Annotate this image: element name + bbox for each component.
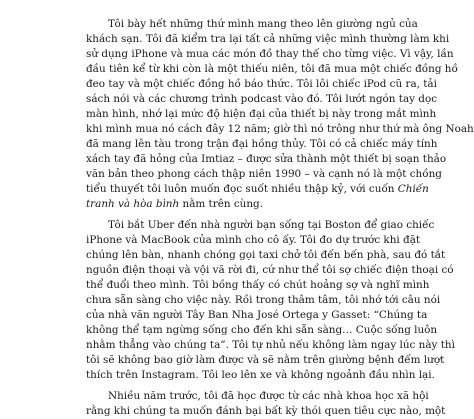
text-line: đeo tay và một chiếc đồng hồ báo thức. Tôi lôi chiếc iPod cũ ra, tải [86, 78, 437, 90]
text-line: nguồn điện thoại và vội vã rời đi, cứ như thể tôi sợ chiếc điện thoại có [86, 264, 454, 276]
text-line: đã mang lên tàu trong trận đại hồng thủy. Tôi có cả chiếc máy tính [86, 138, 438, 150]
text-line: sách nói và các chương trình podcast vào đó. Tôi lướt ngón tay dọc [86, 93, 438, 105]
text-line: rằng khi chúng ta muốn đánh bại bất kỳ thói quen tiêu cực nào, một [86, 405, 446, 417]
book-title-italic: Chiến [397, 183, 429, 195]
text-segment: tiểu thuyết tôi luôn muốn đọc suốt nhiều thập kỷ, với cuốn [86, 183, 398, 195]
text-line: khách sạn. Tôi đã kiểm tra lại tất cả những việc mình thường làm khi [86, 33, 450, 45]
text-line: Tôi bắt Uber đến nhà người bạn sống tại Boston để giao chiếc [108, 219, 435, 231]
text-line: chưa sẵn sàng cho việc này. Rồi trong thâm tâm, tôi nhớ tới câu nói [86, 294, 441, 306]
text-line: sử dụng iPhone và mua các món đồ thay thế cho từng việc. Vì vậy, lần [86, 48, 454, 60]
text-line: văn bản theo phong cách thập niên 1990 – và cạnh nó là một chồng [86, 168, 442, 180]
text-line: tôi sẽ không bao giờ làm được và sẽ nằm trên giường bệnh đếm lượt [86, 354, 445, 366]
paragraph-2 [86, 218, 455, 383]
text-line: không thể tạm ngừng sống cho đến khi sẵn sàng… Cuộc sống luôn [86, 324, 438, 336]
paragraph-3 [86, 389, 446, 419]
text-line [86, 197, 360, 212]
text-line: Tôi bày hết những thứ mình mang theo lên giường ngủ của [108, 18, 418, 30]
text-line: Nhiều năm trước, tôi đã học được từ các nhà khoa học xã hội [108, 390, 429, 402]
text-line [86, 182, 429, 197]
text-line: thích trên Instagram. Tôi leo lên xe và không ngoảnh đầu nhìn lại. [86, 369, 435, 381]
text-line: của nhà văn người Tây Ban Nha José Ortega y Gasset: “Chúng ta [86, 309, 428, 321]
text-line: khi mình mua nó cách đây 12 năm; giờ thì nó trông như thứ mà ông Noah [86, 123, 474, 135]
paragraph-1 [86, 17, 474, 212]
text-line: xách tay đã hỏng của Imtiaz – được sửa thành một thiết bị soạn thảo [86, 153, 447, 165]
text-line: chúng lên bàn, nhanh chóng gọi taxi chở tôi đến bến phà, sau đó tắt [86, 249, 446, 261]
book-text-body [86, 17, 474, 419]
text-line: màn hình, nhớ lại mức độ hiện đại của thiết bị này trong mắt mình [86, 108, 437, 120]
text-line: iPhone và MacBook của mình cho cô ấy. Tôi đo dự trước khi đặt [86, 234, 421, 246]
text-line: nhằm thẳng vào chúng ta”. Tôi tự nhủ nếu không làm ngay lúc này thì [86, 339, 455, 351]
text-segment: nằm trên cùng. [179, 198, 263, 210]
text-line: thể đuổi theo mình. Tôi bồng thấy có chút hoảng sợ và nghĩ mình [86, 279, 430, 291]
text-line: đầu tiên kể từ khi còn là một thiếu niên, tôi đã mua một chiếc đồng hồ [86, 63, 458, 75]
book-title-italic: tranh và hòa bình [86, 198, 180, 210]
